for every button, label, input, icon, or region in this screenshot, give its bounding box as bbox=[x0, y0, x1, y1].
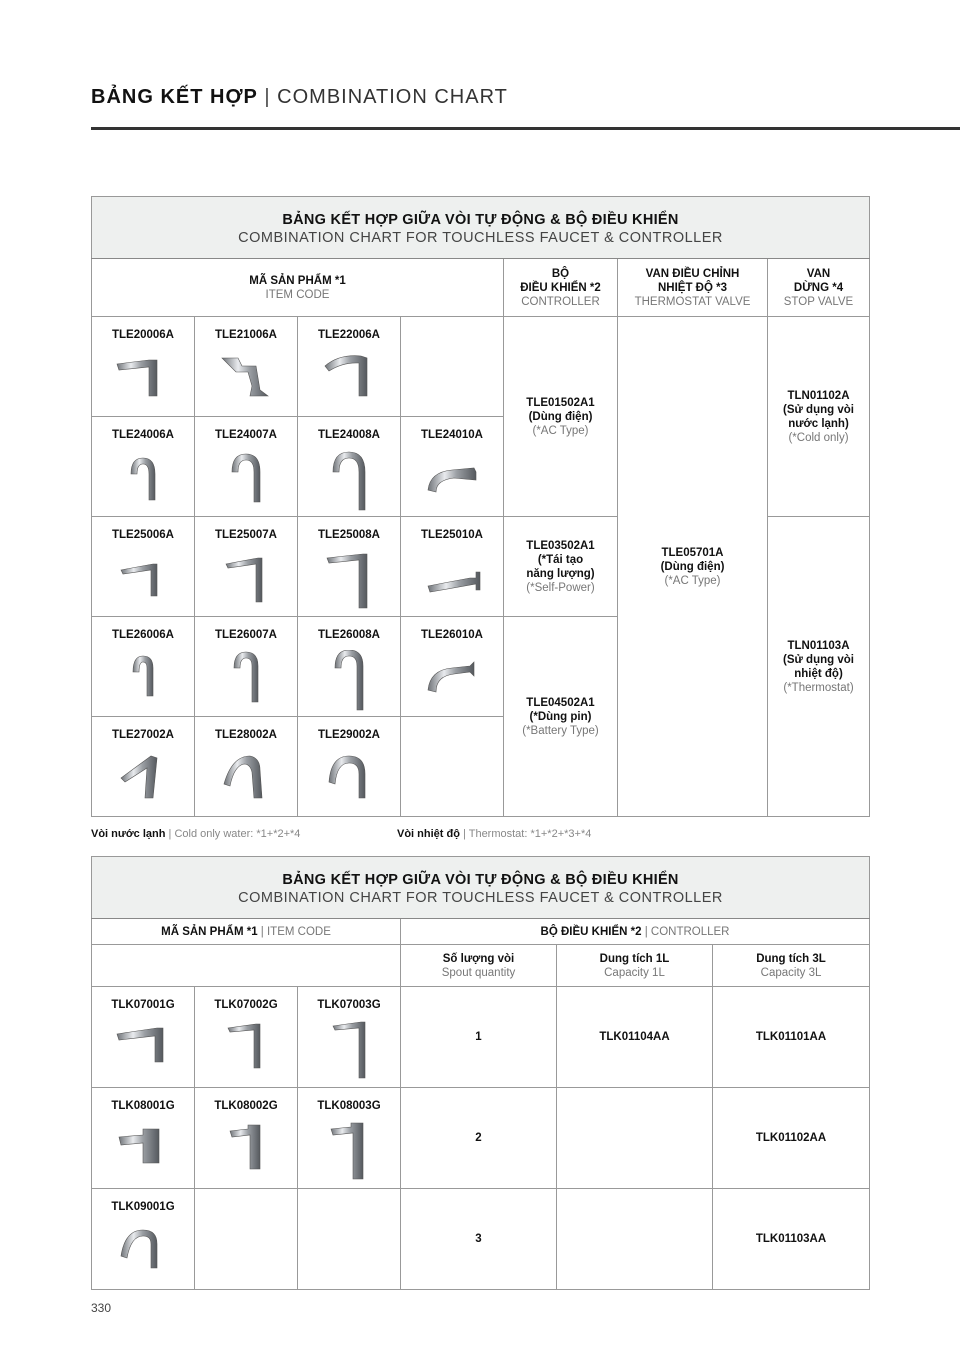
product-cell-empty bbox=[195, 1189, 298, 1290]
product-code: TLK09001G bbox=[111, 1201, 175, 1213]
col-controller-en: CONTROLLER bbox=[521, 295, 600, 308]
product-code: TLE21006A bbox=[214, 329, 277, 341]
faucet-icon bbox=[113, 1020, 173, 1066]
faucet-icon bbox=[113, 750, 173, 802]
header-rule bbox=[91, 127, 960, 130]
thermostat-cell bbox=[618, 317, 768, 817]
stop-valve-en: (*Thermostat) bbox=[783, 681, 854, 694]
faucet-icon bbox=[319, 350, 379, 400]
col-stop-vi-1: VAN bbox=[806, 267, 831, 280]
product-cell bbox=[195, 317, 298, 417]
product-cell bbox=[298, 717, 401, 817]
col-controller-vi: BỘ ĐIỀU KHIỂN *2 bbox=[540, 925, 642, 938]
product-cell-empty bbox=[298, 1189, 401, 1290]
product-cell-empty bbox=[401, 317, 504, 417]
product-cell bbox=[298, 317, 401, 417]
product-code: TLE25007A bbox=[214, 529, 277, 541]
col-item-en: ITEM CODE bbox=[265, 288, 330, 301]
capacity-3l bbox=[713, 987, 870, 1088]
product-cell bbox=[92, 1189, 195, 1290]
note-cold-water bbox=[91, 828, 300, 840]
product-code: TLE26008A bbox=[317, 629, 380, 641]
faucet-icon bbox=[422, 650, 482, 700]
product-code: TLE24010A bbox=[420, 429, 483, 441]
faucet-icon bbox=[216, 550, 276, 604]
product-code: TLK08001G bbox=[111, 1100, 175, 1112]
controller-en: (*Self-Power) bbox=[526, 581, 595, 594]
col-thermo-en: THERMOSTAT VALVE bbox=[634, 295, 751, 308]
product-cell bbox=[401, 517, 504, 617]
sub-spout-vi: Số lượng vòi bbox=[442, 952, 515, 965]
faucet-icon bbox=[319, 550, 379, 610]
product-code: TLE24008A bbox=[317, 429, 380, 441]
col-stop-vi-2: DỪNG *4 bbox=[793, 281, 844, 294]
faucet-icon bbox=[319, 650, 379, 712]
sub-3l-en: Capacity 3L bbox=[760, 966, 822, 979]
faucet-icon bbox=[113, 350, 173, 400]
product-cell bbox=[195, 987, 298, 1088]
faucet-icon bbox=[319, 1020, 379, 1080]
faucet-icon bbox=[113, 550, 173, 600]
product-code: TLE28002A bbox=[214, 729, 277, 741]
table1-caption-vi: BẢNG KẾT HỢP GIỮA VÒI TỰ ĐỘNG & BỘ ĐIỀU KHIỂN bbox=[282, 211, 679, 228]
stop-valve-en: (*Cold only) bbox=[788, 431, 849, 444]
capacity-3l bbox=[713, 1189, 870, 1290]
faucet-icon bbox=[113, 450, 173, 506]
product-cell bbox=[401, 417, 504, 517]
capacity-3l bbox=[713, 1088, 870, 1189]
capacity-3l-value: TLK01102AA bbox=[755, 1132, 827, 1144]
col-controller-en: | CONTROLLER bbox=[644, 925, 730, 938]
stop-valve-vi-2: nhiệt độ) bbox=[794, 667, 843, 680]
col-item-vi: MÃ SẢN PHẨM *1 bbox=[249, 274, 346, 287]
product-code: TLE24006A bbox=[111, 429, 174, 441]
stop-valve-code: TLN01102A bbox=[787, 389, 850, 402]
col-item-vi: MÃ SẢN PHẨM *1 bbox=[161, 925, 258, 938]
controller-cell-1 bbox=[504, 317, 618, 517]
product-code: TLE25006A bbox=[111, 529, 174, 541]
col-controller-vi-2: ĐIỀU KHIỂN *2 bbox=[520, 281, 601, 294]
product-code: TLE25008A bbox=[317, 529, 380, 541]
spout-qty bbox=[401, 1189, 557, 1290]
product-cell bbox=[92, 1088, 195, 1189]
faucet-icon bbox=[319, 750, 379, 802]
col-controller-vi-1: BỘ bbox=[551, 267, 570, 280]
product-cell bbox=[195, 417, 298, 517]
controller-code: TLE01502A1 bbox=[526, 396, 595, 409]
spout-qty bbox=[401, 987, 557, 1088]
thermostat-en: (*AC Type) bbox=[664, 574, 721, 587]
stop-valve-vi-2: nước lạnh) bbox=[788, 417, 849, 430]
controller-en: (*AC Type) bbox=[532, 424, 589, 437]
table2-caption-vi: BẢNG KẾT HỢP GIỮA VÒI TỰ ĐỘNG & BỘ ĐIỀU KHIỂN bbox=[282, 871, 679, 888]
faucet-icon bbox=[216, 750, 276, 802]
capacity-1l bbox=[557, 1189, 713, 1290]
faucet-icon bbox=[113, 1121, 173, 1167]
table2-caption bbox=[92, 857, 870, 919]
product-cell bbox=[298, 617, 401, 717]
table2-sub-1l bbox=[557, 945, 713, 987]
header-separator: | bbox=[264, 86, 271, 108]
combination-table-2 bbox=[91, 856, 870, 1290]
table1-col-controller bbox=[504, 259, 618, 317]
table2-subheader-empty bbox=[92, 945, 401, 987]
sub-spout-en: Spout quantity bbox=[441, 966, 516, 979]
spout-qty bbox=[401, 1088, 557, 1189]
product-cell bbox=[195, 617, 298, 717]
controller-cell-3 bbox=[504, 617, 618, 817]
table2-col-controller bbox=[401, 919, 870, 945]
product-cell bbox=[92, 617, 195, 717]
table1-col-stop-valve bbox=[768, 259, 870, 317]
spout-qty-value: 2 bbox=[475, 1132, 482, 1144]
product-cell bbox=[298, 1088, 401, 1189]
note-thermostat bbox=[397, 828, 591, 840]
table2-sub-spout bbox=[401, 945, 557, 987]
product-cell bbox=[401, 617, 504, 717]
product-code: TLK07001G bbox=[111, 999, 175, 1011]
stop-valve-cell-2 bbox=[768, 517, 870, 817]
product-cell bbox=[92, 987, 195, 1088]
faucet-icon bbox=[422, 550, 482, 600]
faucet-icon bbox=[319, 450, 379, 512]
product-code: TLE26006A bbox=[111, 629, 174, 641]
product-code: TLK08002G bbox=[214, 1100, 278, 1112]
table1-caption bbox=[92, 197, 870, 259]
faucet-icon bbox=[216, 350, 276, 400]
header-title-vi: BẢNG KẾT HỢP bbox=[91, 86, 258, 108]
faucet-icon bbox=[113, 1222, 173, 1272]
header-title-en: COMBINATION CHART bbox=[277, 86, 508, 108]
controller-code: TLE04502A1 bbox=[526, 696, 595, 709]
product-cell bbox=[298, 987, 401, 1088]
product-cell bbox=[92, 517, 195, 617]
table1-col-item bbox=[92, 259, 504, 317]
col-thermo-vi-2: NHIỆT ĐỘ *3 bbox=[657, 281, 727, 294]
product-code: TLE25010A bbox=[420, 529, 483, 541]
controller-vi-2: năng lượng) bbox=[526, 567, 595, 580]
capacity-3l-value: TLK01101AA bbox=[755, 1031, 827, 1043]
product-code: TLK08003G bbox=[317, 1100, 381, 1112]
product-cell bbox=[195, 717, 298, 817]
product-code: TLE27002A bbox=[111, 729, 174, 741]
col-item-en: | ITEM CODE bbox=[260, 925, 331, 938]
capacity-1l bbox=[557, 1088, 713, 1189]
combination-table-1 bbox=[91, 196, 870, 817]
controller-vi: (*Dùng pin) bbox=[529, 710, 592, 723]
table1-col-thermostat bbox=[618, 259, 768, 317]
note-thermo-vi: Vòi nhiệt độ bbox=[397, 828, 460, 840]
product-cell bbox=[195, 517, 298, 617]
faucet-icon bbox=[319, 1121, 379, 1181]
col-stop-en: STOP VALVE bbox=[783, 295, 854, 308]
sub-1l-en: Capacity 1L bbox=[604, 966, 665, 979]
product-code: TLE24007A bbox=[214, 429, 277, 441]
capacity-1l-value: TLK01104AA bbox=[599, 1031, 670, 1043]
controller-en: (*Battery Type) bbox=[522, 724, 599, 737]
page-header bbox=[91, 86, 508, 109]
faucet-icon bbox=[216, 1121, 276, 1171]
thermostat-vi: (Dùng điện) bbox=[660, 560, 725, 573]
capacity-3l-value: TLK01103AA bbox=[755, 1233, 827, 1245]
faucet-icon bbox=[216, 650, 276, 706]
product-code: TLK07002G bbox=[214, 999, 278, 1011]
col-thermo-vi-1: VAN ĐIỀU CHỈNH bbox=[645, 267, 740, 280]
spout-qty-value: 3 bbox=[475, 1233, 482, 1245]
product-code: TLK07003G bbox=[317, 999, 381, 1011]
faucet-icon bbox=[216, 1020, 276, 1070]
stop-valve-vi-1: (Sử dụng vòi bbox=[783, 403, 854, 416]
table2-sub-3l bbox=[713, 945, 870, 987]
product-code: TLE26010A bbox=[420, 629, 483, 641]
product-code: TLE20006A bbox=[111, 329, 174, 341]
capacity-1l bbox=[557, 987, 713, 1088]
note-cold-vi: Vòi nước lạnh bbox=[91, 828, 166, 840]
stop-valve-vi-1: (Sử dụng vòi bbox=[783, 653, 854, 666]
product-cell bbox=[298, 517, 401, 617]
controller-code: TLE03502A1 bbox=[526, 539, 595, 552]
thermostat-code: TLE05701A bbox=[661, 546, 724, 559]
controller-vi: (Dùng điện) bbox=[528, 410, 593, 423]
product-cell-empty bbox=[401, 717, 504, 817]
product-cell bbox=[92, 717, 195, 817]
sub-1l-vi: Dung tích 1L bbox=[599, 952, 670, 965]
product-code: TLE22006A bbox=[317, 329, 380, 341]
table1-caption-en: COMBINATION CHART FOR TOUCHLESS FAUCET & CONTROLLER bbox=[238, 229, 723, 246]
controller-vi-1: (*Tái tạo bbox=[537, 553, 584, 566]
table2-col-item bbox=[92, 919, 401, 945]
faucet-icon bbox=[113, 650, 173, 702]
faucet-icon bbox=[422, 450, 482, 500]
faucet-icon bbox=[216, 450, 276, 506]
product-cell bbox=[92, 317, 195, 417]
table2-caption-en: COMBINATION CHART FOR TOUCHLESS FAUCET & CONTROLLER bbox=[238, 889, 723, 906]
product-code: TLE29002A bbox=[317, 729, 380, 741]
product-cell bbox=[92, 417, 195, 517]
product-cell bbox=[298, 417, 401, 517]
product-code: TLE26007A bbox=[214, 629, 277, 641]
stop-valve-cell-1 bbox=[768, 317, 870, 517]
product-cell bbox=[195, 1088, 298, 1189]
page-number: 330 bbox=[91, 1301, 112, 1315]
controller-cell-2 bbox=[504, 517, 618, 617]
sub-3l-vi: Dung tích 3L bbox=[756, 952, 826, 965]
note-cold-en: | Cold only water: *1+*2+*4 bbox=[168, 828, 301, 840]
spout-qty-value: 1 bbox=[475, 1031, 482, 1043]
stop-valve-code: TLN01103A bbox=[787, 639, 850, 652]
note-thermo-en: | Thermostat: *1+*2+*3+*4 bbox=[463, 828, 592, 840]
